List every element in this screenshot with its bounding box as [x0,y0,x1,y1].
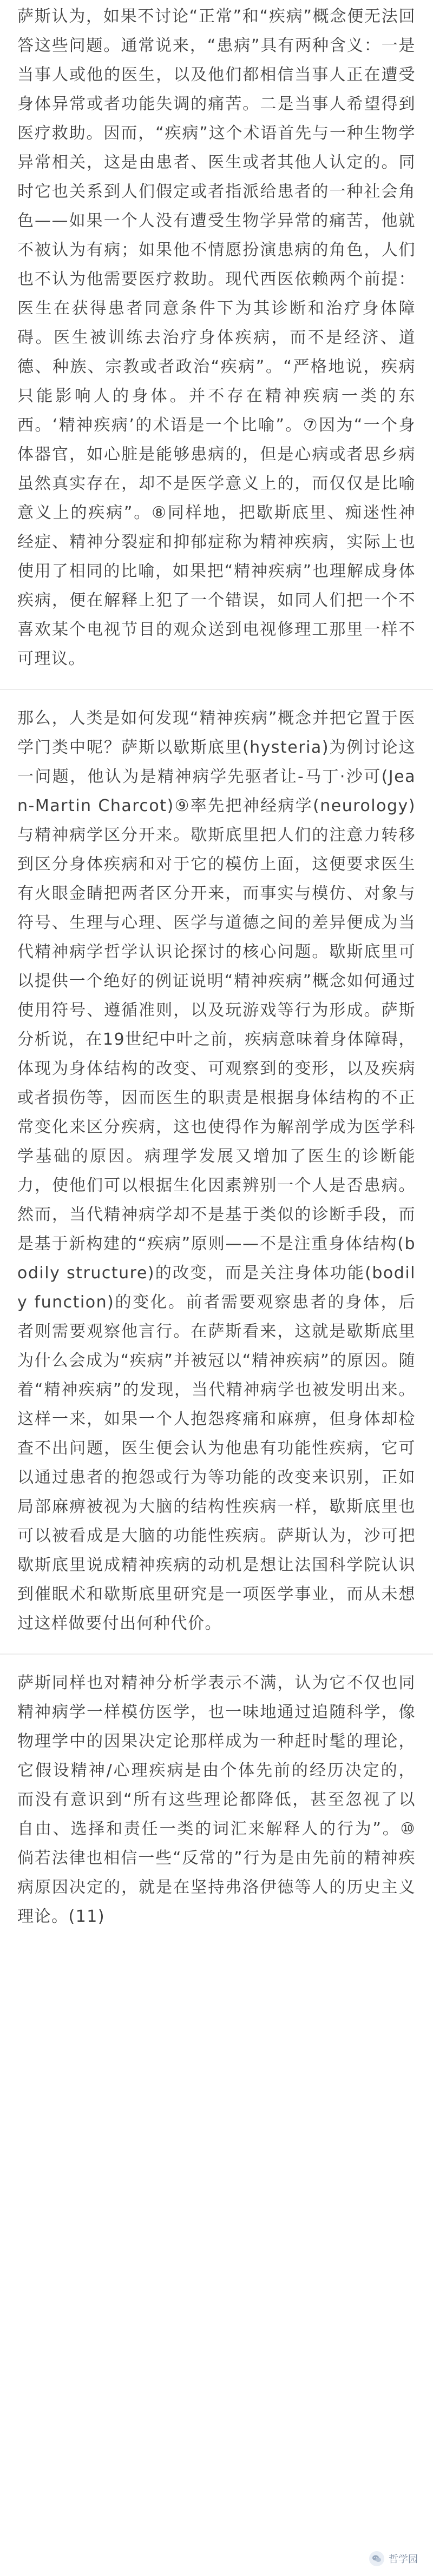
wechat-account-icon [369,2551,384,2566]
article-body [17,0,416,1931]
account-watermark [365,2548,425,2570]
paragraph-hysteria-discovery: 那么，人类是如何发现“精神疾病”概念并把它置于医学门类中呢？萨斯以歇斯底里(hysteria)为例讨论这一问题，他认为是精神病学先驱者让-马丁·沙可(Jean-Martin Charcot)⑨率先把神经病学(neurology)与精神病学区分开来。歇斯底里把人们的注意力转移到区分身体疾病和对于它的模仿上面，这便要求医生有火眼金睛把两者区分开来，而事实与模仿、对象与符号、生理与心理、医学与道德之间的差异便成为当代精神病学哲学认识论探讨的核心问题。歇斯底里可以提供一个绝好的例证说明“精神疾病”概念如何通过使用符号、遵循准则，以及玩游戏等行为形成。萨斯分析说，在19世纪中叶之前，疾病意味着身体障碍，体现为身体结构的改变、可观察到的变形，以及疾病或者损伤等，因而医生的职责是根据身体结构的不正常变化来区分疾病，这也使得作为解剖学成为医学科学基础的原因。病理学发展又增加了医生的诊断能力，使他们可以根据生化因素辨别一个人是否患病。然而，当代精神病学却不是基于类似的诊断手段，而是基于新构建的“疾病”原则——不是注重身体结构(bodily structure)的改变，而是关注身体功能(bodily function)的变化。前者需要观察患者的身体，后者则需要观察他言行。在萨斯看来，这就是歇斯底里为什么会成为“疾病”并被冠以“精神疾病”的原因。随着“精神疾病”的发现，当代精神病学也被发明出来。这样一来，如果一个人抱怨疼痛和麻痹，但身体却检查不出问题，医生便会认为他患有功能性疾病，它可以通过患者的抱怨或行为等功能的改变来识别，正如局部麻痹被视为大脑的结构性疾病一样，歇斯底里也可以被看成是大脑的功能性疾病。萨斯认为，沙可把歇斯底里说成精神疾病的动机是想让法国科学院认识到催眠术和歇斯底里研究是一项医学事业，而从未想过这样做要付出何种代价。 [17,709,416,1633]
paragraph-disease-concept: 萨斯认为，如果不讨论“正常”和“疾病”概念便无法回答这些问题。通常说来，“患病”具有两种含义：一是当事人或他的医生，以及他们都相信当事人正在遭受身体异常或者功能失调的痛苦。二是当事人希望得到医疗救助。因而，“疾病”这个术语首先与一种生物学异常相关，这是由患者、医生或者其他人认定的。同时它也关系到人们假定或者指派给患者的一种社会角色——如果一个人没有遭受生物学异常的痛苦，他就不被认为有病；如果他不情愿扮演患病的角色，人们也不认为他需要医疗救助。现代西医依赖两个前提：医生在获得患者同意条件下为其诊断和治疗身体障碍。医生被训练去治疗身体疾病，而不是经济、道德、种族、宗教或者政治“疾病”。“严格地说，疾病只能影响人的身体。并不存在精神疾病一类的东西。‘精神疾病’的术语是一个比喻”。⑦因为“一个身体器官，如心脏是能够患病的，但是心病或者思乡病虽然真实存在，却不是医学意义上的，而仅仅是比喻意义上的疾病”。⑧同样地，把歇斯底里、痴迷性神经症、精神分裂症和抑郁症称为精神疾病，实际上也使用了相同的比喻，如果把“精神疾病”也理解成身体疾病，便在解释上犯了一个错误，如同人们把一个不喜欢某个电视节目的观众送到电视修理工那里一样不可理议。 [17,7,416,668]
paragraph-psychoanalysis-critique: 萨斯同样也对精神分析学表示不满，认为它不仅也同精神病学一样模仿医学，也一味地通过追随科学，像物理学中的因果决定论那样成为一种赶时髦的理论，它假设精神/心理疾病是由个体先前的经历决定的，而没有意识到“所有这些理论都降低，甚至忽视了以自由、选择和责任一类的词汇来解释人的行为”。⑩倘若法律也相信一些“反常的”行为是由先前的精神疾病原因决定的，就是在坚持弗洛伊德等人的历史主义理论。(11) [17,1674,416,1926]
section-divider [0,1654,433,1655]
section-divider [0,689,433,690]
watermark-label: 哲学园 [389,2554,418,2565]
